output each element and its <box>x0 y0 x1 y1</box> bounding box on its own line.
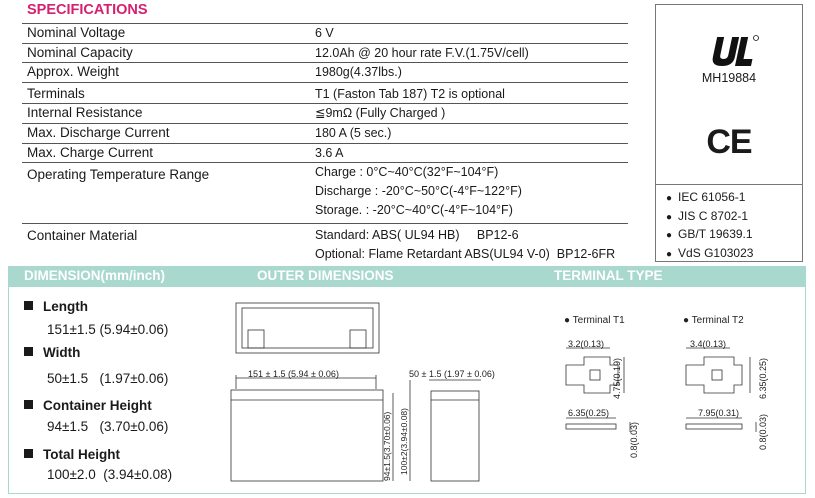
container-line: Optional: Flame Retardant ABS(UL94 V-0) BP12-6FR <box>315 247 616 262</box>
length-heading: Length <box>24 299 88 314</box>
spec-label: Nominal Capacity <box>27 44 133 60</box>
spec-label: Container Material <box>27 228 138 244</box>
outer-dimensions-heading: OUTER DIMENSIONS <box>257 268 394 283</box>
container-height-value: 94±1.5 (3.70±0.06) <box>47 419 169 434</box>
total-height-heading: Total Height <box>24 447 120 462</box>
container-height-dim-label: 94±1.5(3.70±0.06) <box>382 411 392 481</box>
t2-dim-2: 6.35(0.25) <box>758 357 768 399</box>
t2-dim-4: 0.8(0.03) <box>758 413 768 450</box>
temp-line: Discharge : -20°C~50°C(-4°F~122°F) <box>315 184 522 199</box>
spec-value: 12.0Ah @ 20 hour rate F.V.(1.75V/cell) <box>315 45 529 60</box>
t2-dim-3: 7.95(0.31) <box>698 408 740 418</box>
standard-item: ● VdS G103023 <box>666 245 754 260</box>
terminal-t2-title: ● Terminal T2 <box>683 315 744 326</box>
battery-side-view <box>431 391 479 481</box>
spec-value: T1 (Faston Tab 187) T2 is optional <box>315 86 505 101</box>
spec-label: Approx. Weight <box>27 64 120 80</box>
standard-item: ● GB/T 19639.1 <box>666 227 753 241</box>
spec-value: 6 V <box>315 26 334 40</box>
spec-value: 180 A (5 sec.) <box>315 125 392 140</box>
bullet-icon: ● <box>666 211 673 223</box>
standard-item: ● IEC 61056-1 <box>666 190 746 204</box>
t1-dim-3: 6.35(0.25) <box>568 408 610 418</box>
width-heading: Width <box>24 345 80 360</box>
spec-label: Max. Charge Current <box>27 144 154 160</box>
width-value: 50±1.5 (1.97±0.06) <box>47 371 169 386</box>
terminal-type-heading: TERMINAL TYPE <box>554 268 663 283</box>
ul-number: MH19884 <box>701 71 757 85</box>
dimension-heading: DIMENSION(mm/inch) <box>24 268 166 283</box>
total-height-value: 100±2.0 (3.94±0.08) <box>47 467 173 482</box>
terminal-t2-drawing <box>686 348 756 432</box>
battery-top-view <box>236 303 379 353</box>
standard-item: ● JIS C 8702-1 <box>666 208 749 223</box>
spec-label: Operating Temperature Range <box>27 167 210 183</box>
spec-value: 1980g(4.37lbs.) <box>315 65 402 80</box>
t1-dim-2: 4.75(0.19) <box>612 357 622 399</box>
container-line: Standard: ABS( UL94 HB) BP12-6 <box>315 228 519 243</box>
t2-dim-1: 3.4(0.13) <box>690 339 727 349</box>
terminal-t1-title: ● Terminal T1 <box>564 315 625 326</box>
spec-label: Nominal Voltage <box>27 25 126 40</box>
specifications-title: SPECIFICATIONS <box>27 2 148 18</box>
container-height-heading: Container Height <box>24 398 152 413</box>
length-dim-label: 151 ± 1.5 (5.94 ± 0.06) <box>248 369 339 379</box>
length-value: 151±1.5 (5.94±0.06) <box>47 322 169 337</box>
temp-line: Storage. : -20°C~40°C(-4°F~104°F) <box>315 203 513 218</box>
spec-label: Terminals <box>27 85 85 101</box>
bullet-icon: ● <box>666 230 673 241</box>
total-height-dim-label: 100±2(3.94±0.08) <box>399 408 409 475</box>
spec-label: Internal Resistance <box>27 105 143 121</box>
bullet-icon: ● <box>666 193 673 204</box>
width-dim-label: 50 ± 1.5 (1.97 ± 0.06) <box>409 369 495 379</box>
temp-line: Charge : 0°C~40°C(32°F~104°F) <box>315 165 499 180</box>
battery-front-view <box>231 390 383 481</box>
spec-label: Max. Discharge Current <box>27 124 170 140</box>
t1-dim-1: 3.2(0.13) <box>568 339 605 349</box>
t1-dim-4: 0.8(0.03) <box>629 421 639 458</box>
spec-value: 3.6 A <box>315 145 344 160</box>
ce-mark: CE <box>706 123 752 161</box>
spec-value: ≦9mΩ (Fully Charged ) <box>315 106 446 121</box>
bullet-icon: ● <box>666 248 673 260</box>
